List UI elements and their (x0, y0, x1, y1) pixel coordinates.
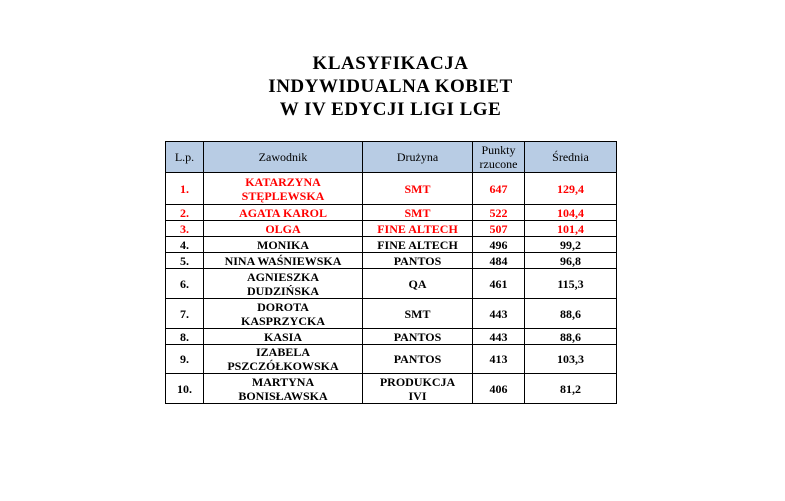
table-row (166, 299, 617, 329)
cell-points: 443 (473, 299, 525, 329)
title-line-1: KLASYFIKACJA (312, 53, 469, 74)
results-table (165, 141, 617, 404)
table-row (166, 173, 617, 205)
cell-team: SMT (363, 205, 473, 221)
cell-points: 647 (473, 173, 525, 205)
player-line-2: KASPRZYCKA (240, 313, 325, 328)
cell-lp: 4. (166, 237, 204, 253)
title-line-3: W IV EDYCJI LIGI LGE (279, 99, 502, 120)
cell-average: 101,4 (525, 221, 617, 237)
player-line-1: DOROTA (257, 299, 309, 314)
table-row (166, 205, 617, 221)
cell-player: AGATA KAROL (204, 205, 363, 221)
cell-lp: 3. (166, 221, 204, 237)
cell-lp: 10. (166, 374, 204, 404)
header-points-line-1: Punkty (481, 143, 516, 157)
table-row (166, 221, 617, 237)
table-row (166, 253, 617, 269)
cell-average: 103,3 (525, 345, 617, 374)
cell-average: 88,6 (525, 299, 617, 329)
cell-lp: 7. (166, 299, 204, 329)
cell-average: 129,4 (525, 173, 617, 205)
cell-team: FINE ALTECH (363, 237, 473, 253)
player-line-1: AGNIESZKA (246, 269, 320, 284)
table-row (166, 374, 617, 404)
cell-average: 81,2 (525, 374, 617, 404)
cell-team: PANTOS (363, 253, 473, 269)
header-lp: L.p. (166, 142, 204, 173)
player-line-1: IZABELA (255, 345, 311, 359)
cell-lp: 2. (166, 205, 204, 221)
team-line-2: IVI (408, 388, 427, 403)
cell-points: 496 (473, 237, 525, 253)
header-average: Średnia (525, 142, 617, 173)
cell-player (204, 269, 363, 299)
cell-lp: 8. (166, 329, 204, 345)
player-line-2: PSZCZÓŁKOWSKA (227, 359, 339, 373)
title-line-2: INDYWIDUALNA KOBIET (268, 76, 513, 97)
table-row (166, 269, 617, 299)
table-row (166, 237, 617, 253)
cell-player: OLGA (204, 221, 363, 237)
cell-lp: 5. (166, 253, 204, 269)
table-row (166, 345, 617, 374)
player-line-2: BONISŁAWSKA (238, 388, 328, 403)
header-points-line-2: rzucone (479, 157, 518, 171)
cell-team: SMT (363, 173, 473, 205)
cell-player (204, 173, 363, 205)
page-title (165, 52, 616, 121)
player-line-2: STĘPLEWSKA (241, 188, 325, 203)
header-team: Drużyna (363, 142, 473, 173)
cell-player: KASIA (204, 329, 363, 345)
cell-team: PANTOS (363, 345, 473, 374)
cell-average: 99,2 (525, 237, 617, 253)
cell-points: 443 (473, 329, 525, 345)
cell-points: 484 (473, 253, 525, 269)
table-header-row (166, 142, 617, 173)
cell-team: SMT (363, 299, 473, 329)
cell-points: 522 (473, 205, 525, 221)
cell-player: NINA WAŚNIEWSKA (204, 253, 363, 269)
cell-average: 96,8 (525, 253, 617, 269)
cell-player (204, 374, 363, 404)
player-line-2: DUDZIŃSKA (246, 283, 319, 298)
cell-points: 461 (473, 269, 525, 299)
cell-lp: 1. (166, 173, 204, 205)
cell-average: 88,6 (525, 329, 617, 345)
cell-points: 507 (473, 221, 525, 237)
cell-team: FINE ALTECH (363, 221, 473, 237)
header-points (473, 142, 525, 173)
player-line-1: KATARZYNA (245, 174, 321, 189)
cell-lp: 6. (166, 269, 204, 299)
cell-team (363, 374, 473, 404)
cell-average: 115,3 (525, 269, 617, 299)
cell-team: PANTOS (363, 329, 473, 345)
team-line-1: PRODUKCJA (379, 374, 456, 389)
cell-player: MONIKA (204, 237, 363, 253)
cell-lp: 9. (166, 345, 204, 374)
table-row (166, 329, 617, 345)
cell-team: QA (363, 269, 473, 299)
cell-points: 406 (473, 374, 525, 404)
header-player: Zawodnik (204, 142, 363, 173)
cell-player (204, 345, 363, 374)
cell-player (204, 299, 363, 329)
cell-points: 413 (473, 345, 525, 374)
player-line-1: MARTYNA (251, 374, 315, 389)
cell-average: 104,4 (525, 205, 617, 221)
